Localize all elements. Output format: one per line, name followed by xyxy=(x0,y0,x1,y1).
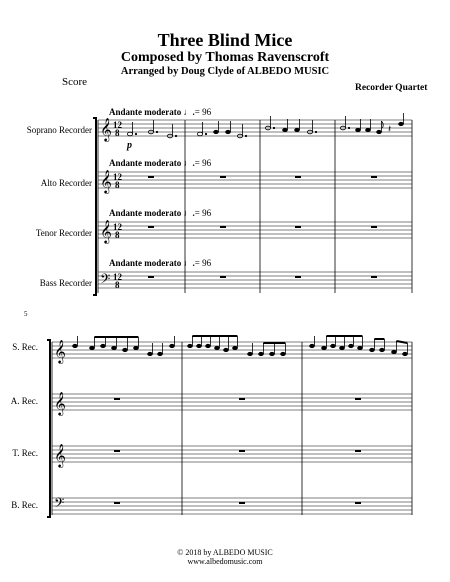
measure-number: 5 xyxy=(24,310,28,318)
svg-text:8: 8 xyxy=(115,180,120,190)
treble-clef-icon: 𝄞 xyxy=(100,169,112,193)
staff-tenor xyxy=(98,222,412,238)
quarter-rest-icon: 𝄽 xyxy=(388,124,392,135)
treble-clef-icon: 𝄞 xyxy=(54,443,66,467)
metronome-mark: = 96 xyxy=(194,258,212,268)
svg-text:12: 12 xyxy=(113,120,122,130)
system-1 xyxy=(93,113,412,295)
note-icon: ♩. xyxy=(183,158,195,168)
treble-clef-icon: 𝄞 xyxy=(100,219,112,243)
score-title: Three Blind Mice xyxy=(157,30,293,50)
ensemble-label: Recorder Quartet xyxy=(355,83,428,93)
arranger-credit: Arranged by Doug Clyde of ALBEDO MUSIC xyxy=(120,66,330,77)
system-bracket xyxy=(93,118,96,295)
metronome-mark: = 96 xyxy=(194,208,212,218)
score-label: Score xyxy=(62,76,88,88)
tempo-text: Andante moderato xyxy=(109,107,182,117)
instrument-label-bass: Bass Recorder xyxy=(39,278,92,288)
tempo-text: Andante moderato xyxy=(109,208,182,218)
instrument-label-b-rec: B. Rec. xyxy=(11,500,38,510)
instrument-label-a-rec: A. Rec. xyxy=(10,396,38,406)
staff-bass xyxy=(98,272,412,288)
staff-alto xyxy=(98,172,412,188)
time-signature xyxy=(113,120,123,290)
svg-text:8: 8 xyxy=(115,230,120,240)
system-2 xyxy=(47,336,412,517)
svg-text:12: 12 xyxy=(113,272,122,282)
treble-clef-icon: 𝄞 xyxy=(54,339,66,363)
note-icon: ♩. xyxy=(183,258,195,268)
instrument-label-soprano: Soprano Recorder xyxy=(26,125,92,135)
staff-b-rec xyxy=(52,498,412,514)
copyright-notice: © 2018 by ALBEDO MUSIC xyxy=(177,548,273,557)
svg-text:8: 8 xyxy=(115,280,120,290)
instrument-label-tenor: Tenor Recorder xyxy=(35,228,92,238)
bass-clef-icon: 𝄢 xyxy=(54,495,65,514)
metronome-mark: = 96 xyxy=(194,158,212,168)
note-icon: ♩. xyxy=(183,107,195,117)
metronome-mark: = 96 xyxy=(194,107,212,117)
treble-clef-icon: 𝄞 xyxy=(54,391,66,415)
staff-a-rec xyxy=(52,394,412,410)
system-bracket xyxy=(47,340,50,517)
soprano-notes-system-1 xyxy=(127,113,403,138)
whole-rests-system-1 xyxy=(148,176,377,278)
website-link[interactable]: www.albedomusic.com xyxy=(187,557,263,566)
tempo-text: Andante moderato xyxy=(109,258,182,268)
whole-rests-system-2 xyxy=(114,398,361,504)
dynamic-marking: p xyxy=(127,140,132,151)
bass-clef-icon: 𝄢 xyxy=(100,271,111,290)
barlines-system-2 xyxy=(182,342,412,515)
instrument-label-t-rec: T. Rec. xyxy=(12,448,38,458)
svg-text:12: 12 xyxy=(113,222,122,232)
treble-clef-icon: 𝄞 xyxy=(100,117,112,141)
staff-t-rec xyxy=(52,446,412,462)
instrument-label-s-rec: S. Rec. xyxy=(12,342,38,352)
instrument-label-alto: Alto Recorder xyxy=(40,178,92,188)
staff-s-rec xyxy=(52,342,412,358)
note-icon: ♩. xyxy=(183,208,195,218)
svg-text:8: 8 xyxy=(115,128,120,138)
barlines-system-1 xyxy=(185,120,412,293)
composer-credit: Composed by Thomas Ravenscroft xyxy=(120,50,330,65)
svg-text:12: 12 xyxy=(113,172,122,182)
staff-soprano xyxy=(98,120,412,136)
tempo-text: Andante moderato xyxy=(109,158,182,168)
